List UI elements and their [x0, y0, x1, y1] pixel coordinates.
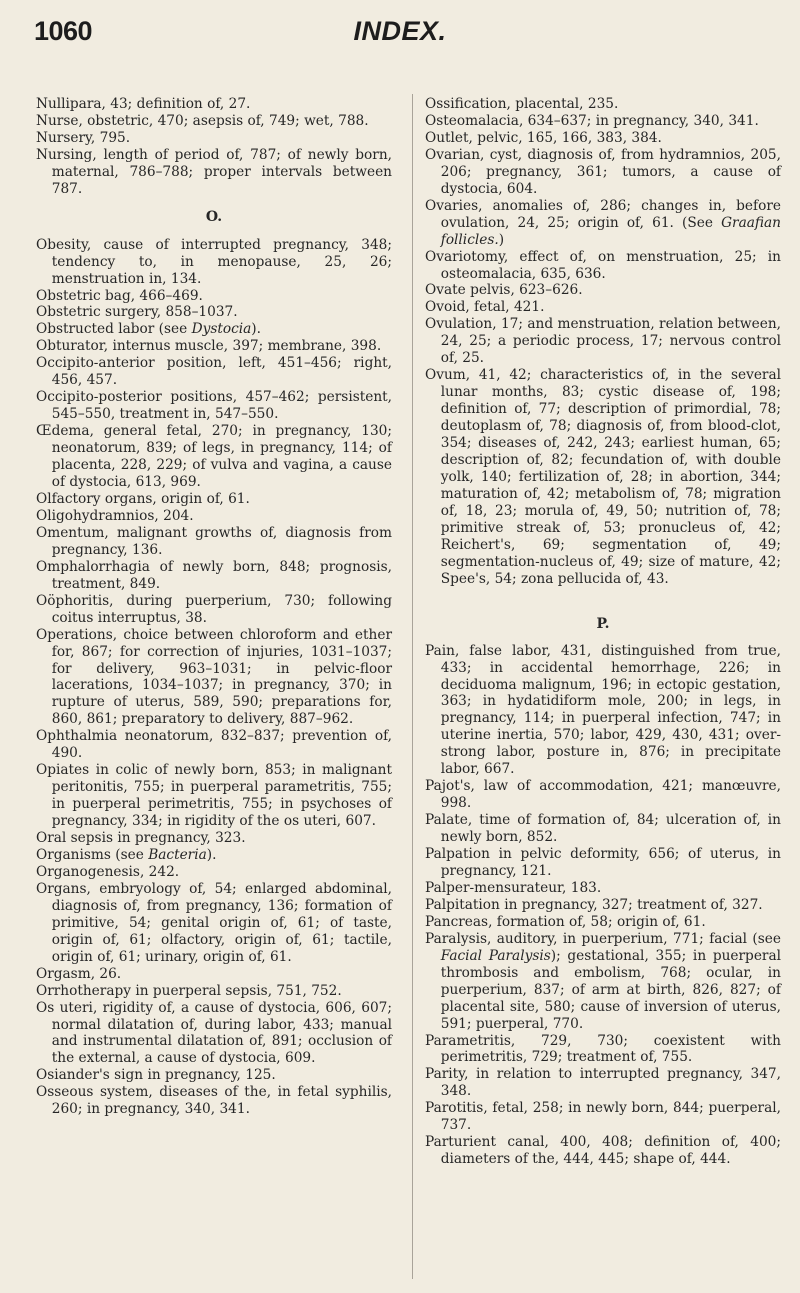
- index-entry: Oöphoritis, during puerperium, 730; following coitus interruptus, 38.: [36, 592, 392, 626]
- column-divider: [412, 94, 413, 1279]
- index-column-left: [36, 96, 392, 1118]
- index-entry: Obstetric bag, 466–469.: [36, 287, 203, 304]
- n-entries: [36, 96, 392, 198]
- index-entry: [36, 321, 392, 338]
- index-entry: [425, 931, 781, 1033]
- p-entries: [425, 643, 781, 1169]
- index-entry: Palpation in pelvic deformity, 656; of uterus, in pregnancy, 121.: [425, 846, 781, 879]
- index-entry: Omentum, malignant growths of, diagnosis from pregnancy, 136.: [36, 524, 392, 558]
- index-entry: Parity, in relation to interrupted pregnancy, 347, 348.: [425, 1066, 781, 1100]
- page-header: [34, 16, 766, 78]
- entry-text: ); gestational, 355; in puerperal thrombosis and embolism, 768; ocular, in puerperium, 837; of arm at birth, 826, 827; of placental site, 580; cause of inversion of uterus, 591; puerperal, 770.: [440, 947, 781, 1032]
- index-entry: Orgasm, 26.: [36, 965, 122, 982]
- index-entry: Obturator, internus muscle, 397; membrane, 398.: [36, 338, 382, 355]
- page-number: 1060: [34, 16, 93, 46]
- index-entry: Palper-mensurateur, 183.: [425, 879, 602, 896]
- index-entry: Ovoid, fetal, 421.: [425, 299, 545, 316]
- index-entry: Palate, time of formation of, 84; ulceration of, in newly born, 852.: [425, 812, 781, 846]
- index-entry: Oral sepsis in pregnancy, 323.: [36, 830, 246, 847]
- o-entries-right: [425, 96, 781, 588]
- index-entry: Occipito-posterior positions, 457–462; persistent, 545–550, treatment in, 547–550.: [36, 389, 392, 423]
- index-entry: Ophthalmia neonatorum, 832–837; prevention of, 490.: [36, 728, 392, 762]
- entry-text: ).: [251, 321, 261, 338]
- index-entry: Ovarian, cyst, diagnosis of, from hydramnios, 205, 206; pregnancy, 361; tumors, a cause of dystocia, 604.: [425, 146, 781, 197]
- cross-reference: Dystocia: [191, 321, 252, 338]
- index-entry: [425, 198, 781, 249]
- index-entry: [36, 847, 392, 864]
- index-entry: Omphalorrhagia of newly born, 848; prognosis, treatment, 849.: [36, 558, 392, 592]
- index-entry: Orrhotherapy in puerperal sepsis, 751, 752.: [36, 982, 342, 999]
- index-entry: Nursery, 795.: [36, 129, 131, 146]
- index-entry: Parametritis, 729, 730; coexistent with perimetritis, 729; treatment of, 755.: [425, 1032, 781, 1066]
- letter-heading-p: P.: [596, 615, 610, 632]
- index-entry: Obstetric surgery, 858–1037.: [36, 304, 238, 321]
- index-entry: Osteomalacia, 634–637; in pregnancy, 340, 341.: [425, 112, 759, 129]
- cross-reference: Graafian follicles.: [440, 214, 781, 248]
- index-entry: Osiander's sign in pregnancy, 125.: [36, 1067, 276, 1084]
- o-entries-left: [36, 237, 392, 1119]
- cross-reference: Facial Paralysis: [440, 947, 551, 964]
- index-entry: Occipito-anterior position, left, 451–456; right, 456, 457.: [36, 355, 392, 389]
- entry-text: Organisms (see: [36, 846, 149, 863]
- index-entry: Obesity, cause of interrupted pregnancy, 348; tendency to, in menopause, 25, 26; menstruation in, 134.: [36, 236, 392, 287]
- index-entry: Oligohydramnios, 204.: [36, 507, 194, 524]
- running-head: INDEX.: [353, 16, 447, 46]
- entry-text: Ovaries, anomalies of, 286; changes in, before ovulation, 24, 25; origin of, 61. (See: [425, 197, 781, 231]
- index-entry: Œdema, general fetal, 270; in pregnancy, 130; neonatorum, 839; of legs, in pregnancy, 114; of placenta, 228, 229; of vulva and vagina, a cause of dystocia, 613, 969.: [36, 423, 392, 491]
- index-entry: Organs, embryology of, 54; enlarged abdominal, diagnosis of, from pregnancy, 136; formation of primitive, 54; genital origin of, 61; of taste, origin of, 61; olfactory, origin of, 61; tactile, origin of, 61; urinary, origin of, 61.: [36, 880, 392, 965]
- index-entry: Nurse, obstetric, 470; asepsis of, 749; wet, 788.: [36, 112, 369, 129]
- entry-text: ).: [206, 846, 217, 863]
- index-entry: Opiates in colic of newly born, 853; in malignant peritonitis, 755; in puerperal parametritis, 755; in puerperal perimetritis, 755; in psychoses of pregnancy, 334; in rigidity of the os uteri, 607.: [36, 762, 392, 830]
- index-entry: Organogenesis, 242.: [36, 863, 180, 880]
- index-entry: Ovate pelvis, 623–626.: [425, 282, 583, 299]
- index-entry: Pancreas, formation of, 58; origin of, 61.: [425, 913, 706, 930]
- index-entry: Osseous system, diseases of the, in fetal syphilis, 260; in pregnancy, 340, 341.: [36, 1084, 392, 1118]
- index-entry: Parturient canal, 400, 408; definition of, 400; diameters of the, 444, 445; shape of, 444.: [425, 1134, 781, 1168]
- index-entry: Nullipara, 43; definition of, 27.: [36, 96, 251, 112]
- index-entry: Palpitation in pregnancy, 327; treatment of, 327.: [425, 896, 763, 913]
- cross-reference: Bacteria: [148, 846, 207, 863]
- letter-heading-o: O.: [205, 208, 223, 225]
- index-entry: Operations, choice between chloroform and ether for, 867; for correction of injuries, 1031–1037; for delivery, 963–1031; in pelvic-floor lacerations, 1034–1037; in pregnancy, 370; in rupture of uterus, 589, 590; preparations for, 860, 861; preparatory to delivery, 887–962.: [36, 626, 392, 728]
- entry-text: Paralysis, auditory, in puerperium, 771; facial (see: [425, 930, 781, 947]
- index-entry: Ovulation, 17; and menstruation, relation between, 24, 25; a periodic process, 17; nervous control of, 25.: [425, 316, 781, 367]
- index-column-right: [425, 96, 781, 1168]
- entry-text: Obstructed labor (see: [36, 321, 192, 338]
- index-entry: Pajot's, law of accommodation, 421; manœuvre, 998.: [425, 778, 781, 812]
- index-entry: Parotitis, fetal, 258; in newly born, 844; puerperal, 737.: [425, 1100, 781, 1134]
- index-entry: Os uteri, rigidity of, a cause of dystocia, 606, 607; normal dilatation of, during labor, 433; manual and instrumental dilatation of, 891; occlusion of the external, a cause of dystocia, 609.: [36, 999, 392, 1067]
- index-entry: Outlet, pelvic, 165, 166, 383, 384.: [425, 129, 662, 146]
- index-entry: Pain, false labor, 431, distinguished from true, 433; in accidental hemorrhage, 226; in deciduoma malignum, 196; in ectopic gestation, 363; in hydatidiform mole, 200; in legs, in pregnancy, 114; in puerperal infection, 747; in uterine inertia, 570; labor, 429, 430, 431; over-strong labor, posture in, 876; in precipitate labor, 667.: [425, 642, 781, 778]
- index-entry: Nursing, length of period of, 787; of newly born, maternal, 786–788; proper intervals between 787.: [36, 146, 392, 197]
- index-entry: Olfactory organs, origin of, 61.: [36, 490, 250, 507]
- index-entry: Ossification, placental, 235.: [425, 96, 619, 112]
- entry-text: ): [498, 231, 505, 248]
- index-entry: Ovum, 41, 42; characteristics of, in the several lunar months, 83; cystic disease of, 198; definition of, 77; description of primordial, 78; deutoplasm of, 78; diagnosis of, from blood-clot, 354; diseases of, 242, 243; earliest human, 65; description of, 82; fecundation of, with double yolk, 140; fertilization of, 28; in abortion, 344; maturation of, 42; metabolism of, 78; migration of, 18, 23; morula of, 49, 50; nutrition of, 78; primitive streak of, 53; pronucleus of, 42; Reichert's, 69; segmentation of, 49; segmentation-nucleus of, 49; size of mature, 42; Spee's, 54; zona pellucida of, 43.: [425, 367, 781, 587]
- index-entry: Ovariotomy, effect of, on menstruation, 25; in osteomalacia, 635, 636.: [425, 248, 781, 282]
